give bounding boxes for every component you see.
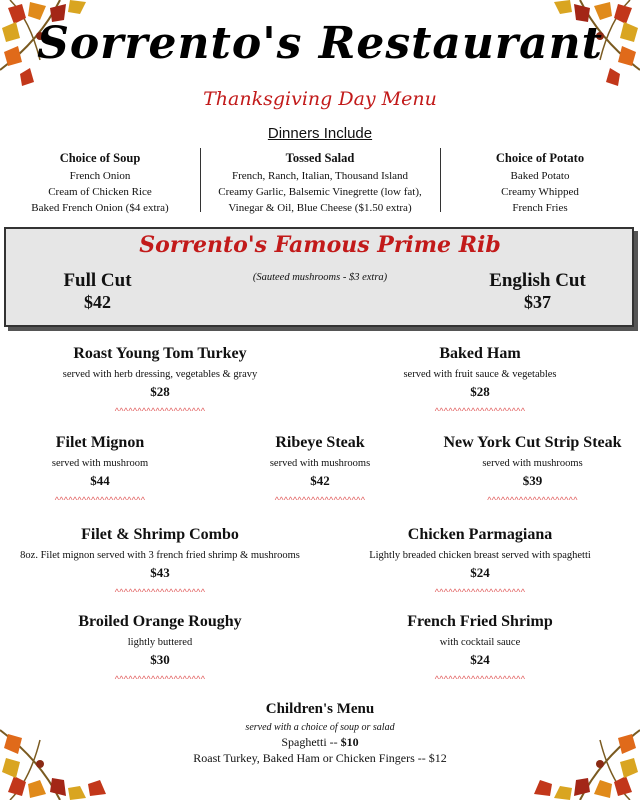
item-name: French Fried Shrimp — [407, 613, 553, 630]
soup-option: Baked French Onion ($4 extra) — [31, 202, 169, 214]
salad-option: Vinegar & Oil, Blue Cheese ($1.50 extra) — [228, 202, 412, 214]
full-cut — [20, 270, 175, 313]
potato-column — [460, 150, 620, 216]
english-cut-price: $37 — [524, 292, 551, 312]
childrens-item-combo: Roast Turkey, Baked Ham or Chicken Fingers -- $12 — [193, 751, 447, 765]
english-cut-name: English Cut — [489, 270, 586, 291]
childrens-menu-note: served with a choice of soup or salad — [245, 722, 395, 733]
menu-item-combo — [5, 526, 315, 597]
item-description: 8oz. Filet mignon served with 3 french fried shrimp & mushrooms — [20, 550, 300, 561]
soup-option: Cream of Chicken Rice — [48, 186, 152, 198]
separator: ^^^^^^^^^^^^^^^^^^^^ — [434, 587, 526, 597]
column-divider — [200, 148, 201, 212]
item-description: served with mushroom — [51, 458, 149, 469]
item-price: $28 — [470, 384, 490, 399]
separator: ^^^^^^^^^^^^^^^^^^^^ — [434, 674, 526, 684]
menu-item-chicken — [335, 526, 625, 597]
item-name: Broiled Orange Roughy — [78, 613, 242, 630]
item-price: $28 — [150, 384, 170, 399]
item-name: Roast Young Tom Turkey — [73, 345, 247, 362]
menu-item-strip-steak — [430, 434, 635, 505]
soup-heading: Choice of Soup — [59, 151, 141, 165]
childrens-menu — [150, 701, 490, 766]
item-price: $30 — [150, 652, 170, 667]
item-price: $24 — [470, 565, 490, 580]
separator: ^^^^^^^^^^^^^^^^^^^^ — [487, 495, 578, 505]
menu-subtitle: Thanksgiving Day Menu — [203, 88, 437, 110]
autumn-leaves-icon — [0, 700, 130, 800]
childrens-menu-title: Children's Menu — [265, 701, 375, 717]
item-price: $43 — [150, 565, 170, 580]
item-name: Filet Mignon — [55, 434, 145, 451]
column-divider — [440, 148, 441, 212]
soup-option: French Onion — [69, 170, 131, 182]
item-description: lightly buttered — [127, 637, 193, 648]
english-cut — [455, 270, 620, 313]
item-name: New York Cut Strip Steak — [443, 434, 622, 451]
separator: ^^^^^^^^^^^^^^^^^^^^ — [114, 587, 206, 597]
item-price: $39 — [522, 473, 543, 488]
item-name: Ribeye Steak — [275, 434, 365, 451]
menu-item-turkey — [20, 345, 300, 416]
soup-column — [20, 150, 180, 216]
separator: ^^^^^^^^^^^^^^^^^^^^ — [434, 406, 526, 416]
menu-item-filet — [10, 434, 190, 505]
item-description: served with mushrooms — [482, 458, 583, 469]
item-name: Baked Ham — [439, 345, 521, 362]
salad-heading: Tossed Salad — [285, 151, 355, 165]
item-description: Lightly breaded chicken breast served with spaghetti — [369, 550, 591, 561]
separator: ^^^^^^^^^^^^^^^^^^^^ — [274, 495, 366, 505]
potato-option: French Fries — [512, 202, 568, 214]
full-cut-name: Full Cut — [63, 270, 132, 291]
dinners-include-heading: Dinners Include — [267, 125, 373, 142]
separator: ^^^^^^^^^^^^^^^^^^^^ — [54, 495, 146, 505]
spaghetti-price: $10 — [340, 735, 359, 749]
item-name: Filet & Shrimp Combo — [81, 526, 239, 543]
potato-option: Baked Potato — [510, 170, 570, 182]
childrens-item-spaghetti — [150, 735, 490, 750]
potato-option: Creamy Whipped — [501, 186, 579, 198]
item-description: served with fruit sauce & vegetables — [403, 369, 557, 380]
item-name: Chicken Parmagiana — [407, 526, 553, 543]
menu-item-ribeye — [230, 434, 410, 505]
prime-rib-note: (Sauteed mushrooms - $3 extra) — [252, 272, 388, 283]
full-cut-price: $42 — [84, 292, 111, 312]
menu-item-ham — [340, 345, 620, 416]
prime-rib-title: Sorrento's Famous Prime Rib — [139, 232, 501, 258]
salad-column — [205, 150, 435, 216]
spaghetti-label: Spaghetti -- — [281, 735, 341, 749]
restaurant-title: Sorrento's Restaurant — [37, 18, 603, 69]
separator: ^^^^^^^^^^^^^^^^^^^^ — [114, 406, 206, 416]
autumn-leaves-icon — [510, 700, 640, 800]
potato-heading: Choice of Potato — [495, 151, 585, 165]
salad-option: Creamy Garlic, Balsemic Vinegrette (low fat), — [218, 186, 422, 198]
item-price: $24 — [470, 652, 490, 667]
separator: ^^^^^^^^^^^^^^^^^^^^ — [114, 674, 206, 684]
item-description: with cocktail sauce — [439, 637, 521, 648]
item-description: served with herb dressing, vegetables & gravy — [62, 369, 258, 380]
item-price: $42 — [310, 473, 330, 488]
item-price: $44 — [90, 473, 110, 488]
salad-option: French, Ranch, Italian, Thousand Island — [231, 170, 409, 182]
menu-item-roughy — [20, 613, 300, 684]
menu-item-shrimp — [340, 613, 620, 684]
item-description: served with mushrooms — [269, 458, 371, 469]
